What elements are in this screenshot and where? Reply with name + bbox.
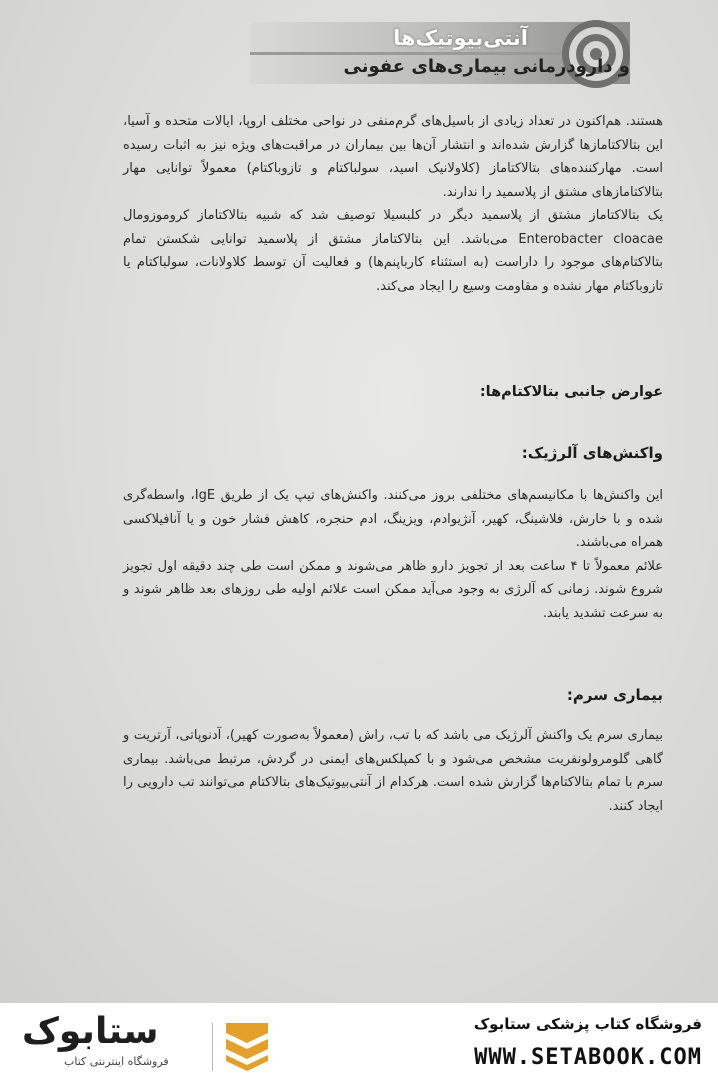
store-logo[interactable] [22,1011,272,1073]
intro-section [123,110,663,298]
store-name: فروشگاه کتاب پزشکی ستابوک [473,1015,702,1033]
setabook-chevron-logo-icon [222,1019,272,1071]
header-subtitle: آنتی‌بیوتیک‌ها [393,26,528,50]
serum-sickness-section [123,724,663,818]
allergy-section [123,484,663,625]
logo-tagline: فروشگاه اینترنتی کتاب [64,1055,169,1068]
store-footer [0,1003,718,1080]
intro-paragraph-2: یک بتالاکتاماز مشتق از پلاسمید دیگر در کلبسیلا توصیف شد که شبیه بتالاکتاماز کروموزومال Enterobacter cloacae می‌باشد. این بتالاکتاماز مشتق از پلاسمید توانایی شکستن تمام بتالاکتام‌های موجود را داراست (به استثناء کارباپنم‌ها) و فعالیت آن توسط کلاولانات، سولباکتام یا تازوباکتام مهار نشده و مقاومت وسیع را ایجاد می‌کند. [123,208,663,294]
target-rings-icon [560,18,632,90]
store-url-link[interactable]: WWW.SETABOOK.COM [474,1045,702,1070]
intro-paragraph-1: هستند. هم‌اکنون در تعداد زیادی از باسیل‌های گرم‌منفی در نواحی مختلف اروپا، ایالات متحده و آسیا، این بتالاکتامازها گزارش شده‌اند و انتشار آن‌ها بین بیماران در مراقبت‌های ویژه نیز به اثبات رسیده است. مهارکننده‌های بتالاکتاماز (کلاولانیک اسید، سولباکتام و تازوباکتام) معمولاً توانایی مهار بتالاکتامازهای مشتق از پلاسمید را ندارند. [123,114,663,200]
side-effects-heading: عوارض جانبی بتالاکتام‌ها: [479,384,663,400]
logo-divider [212,1023,213,1071]
allergy-paragraph-1: این واکنش‌ها با مکانیسم‌های مختلفی بروز می‌کنند. واکنش‌های تیپ یک از طریق IgE، واسطه‌گری شده و با خارش، فلاشینگ، کهیر، آنژیوادم، ویزینگ، ادم حنجره، کاهش فشار خون و یا آنافیلاکسی همراه می‌باشند. [123,488,664,550]
serum-paragraph-1: بیماری سرم یک واکنش آلرژیک می باشد که با تب، راش (معمولاً به‌صورت کهیر)، آدنوپاتی، آرتریت و گاهی گلومرولونفریت مشخص می‌شود و با کمپلکس‌های ایمنی در گردش، مرتبط می‌باشد. بیماری سرم با تمام بتالاکتام‌ها گزارش شده است. هرکدام از آنتی‌بیوتیک‌های بتالاکتام می‌توانند تب دارویی را ایجاد کنند. [123,728,663,814]
allergy-paragraph-2: علائم معمولاً تا ۴ ساعت بعد از تجویز دارو ظاهر می‌شوند و ممکن است طی چند دقیقه اول تجویز شروع شوند. زمانی که آلرژی به وجود می‌آید ممکن است علائم اولیه طی روزهای بعد ظاهر شوند و به سرعت تشدید یابند. [123,558,664,621]
serum-sickness-heading: بیماری سرم: [566,686,663,704]
allergy-heading: واکنش‌های آلرژیک: [521,444,663,462]
header-title: و دارودرمانی بیماری‌های عفونی [343,56,630,77]
logo-wordmark: ستابوک [22,1011,159,1052]
